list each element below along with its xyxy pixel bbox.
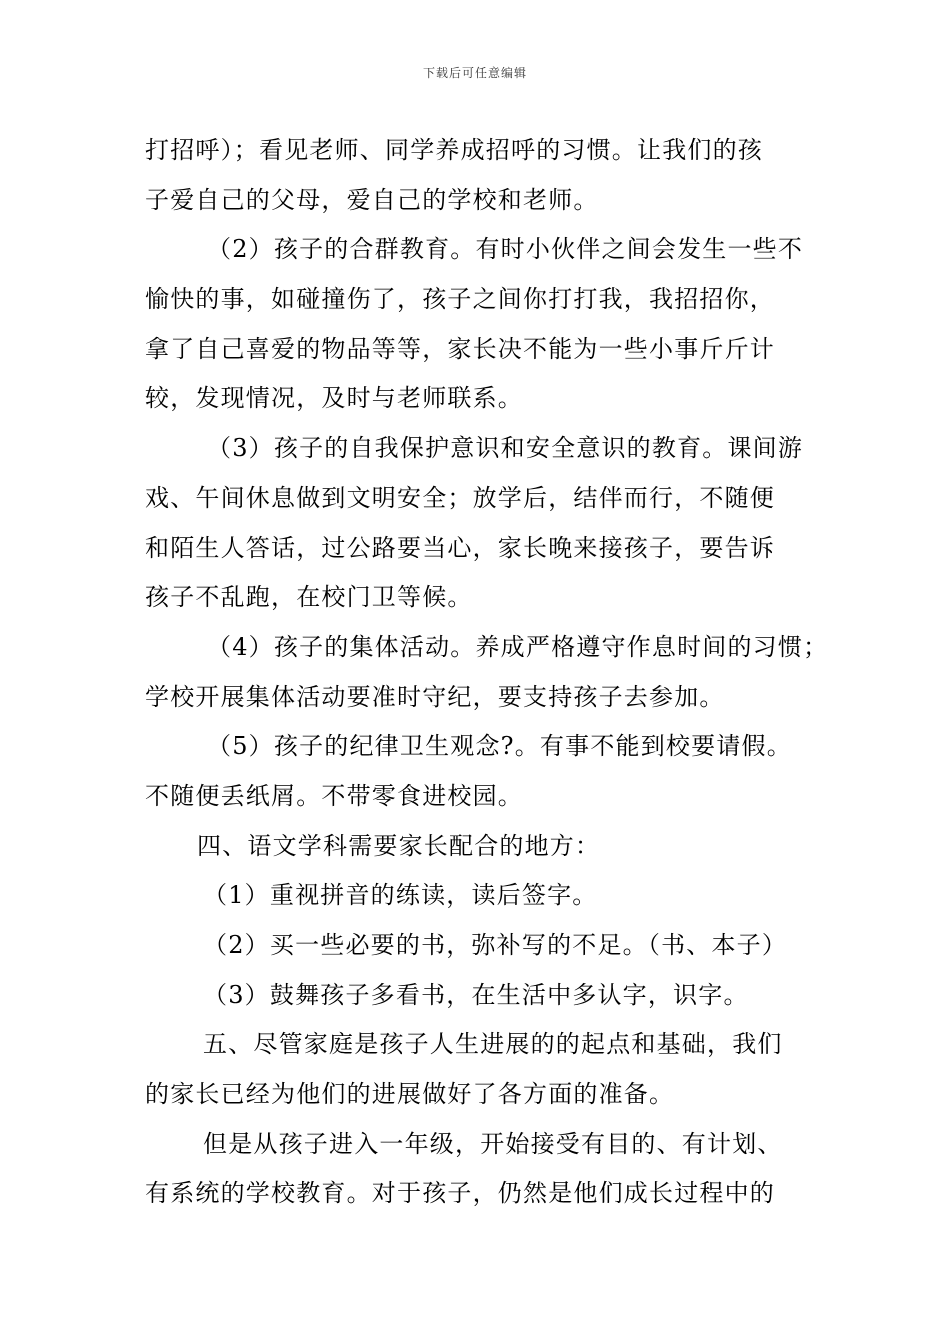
text-line: 四、语文学科需要家长配合的地方： xyxy=(197,831,601,860)
text-line: 孩子不乱跑，在校门卫等候。 xyxy=(145,583,473,612)
page-header: 下载后可任意编辑 xyxy=(422,66,527,80)
text-line: 子爱自己的父母，爱自己的学校和老师。 xyxy=(145,185,599,214)
text-line: 五、尽管家庭是孩子人生进展的的起点和基础，我们 xyxy=(203,1030,783,1059)
text-line: （1）重视拼音的练读，读后签字。 xyxy=(203,881,598,910)
text-line: 戏、午间休息做到文明安全；放学后，结伴而行，不随便 xyxy=(145,483,775,512)
document-body xyxy=(145,126,829,1219)
text-line: （3）鼓舞孩子多看书，在生活中多认字，识字。 xyxy=(203,980,749,1009)
text-line: 有系统的学校教育。对于孩子，仍然是他们成长过程中的 xyxy=(145,1179,775,1208)
text-line: 学校开展集体活动要准时守纪，要支持孩子去参加。 xyxy=(145,682,725,711)
text-line: （2）买一些必要的书，弥补写的不足。（书、本子） xyxy=(203,931,788,959)
text-line: 不随便丢纸屑。不带零食进校园。 xyxy=(145,781,523,810)
text-line: （2）孩子的合群教育。有时小伙伴之间会发生一些不 xyxy=(207,235,804,264)
text-line: 和陌生人答话，过公路要当心，家长晚来接孩子，要告诉 xyxy=(145,533,775,562)
text-line: 愉快的事，如碰撞伤了，孩子之间你打打我，我招招你， xyxy=(145,285,775,314)
text-line: 但是从孩子进入一年级，开始接受有目的、有计划、 xyxy=(203,1129,783,1158)
text-line: 拿了自己喜爱的物品等等，家长决不能为一些小事斤斤计 xyxy=(145,334,775,363)
text-line: 打招呼）；看见老师、同学养成招呼的习惯。让我们的孩 xyxy=(145,136,763,164)
text-line: （5）孩子的纪律卫生观念?。有事不能到校要请假。 xyxy=(207,732,792,761)
text-line: （3）孩子的自我保护意识和安全意识的教育。课间游 xyxy=(207,434,804,463)
text-line: 较，发现情况，及时与老师联系。 xyxy=(145,384,523,413)
text-line: （4）孩子的集体活动。养成严格遵守作息时间的习惯； xyxy=(207,632,829,661)
text-line: 的家长已经为他们的进展做好了各方面的准备。 xyxy=(145,1080,675,1109)
